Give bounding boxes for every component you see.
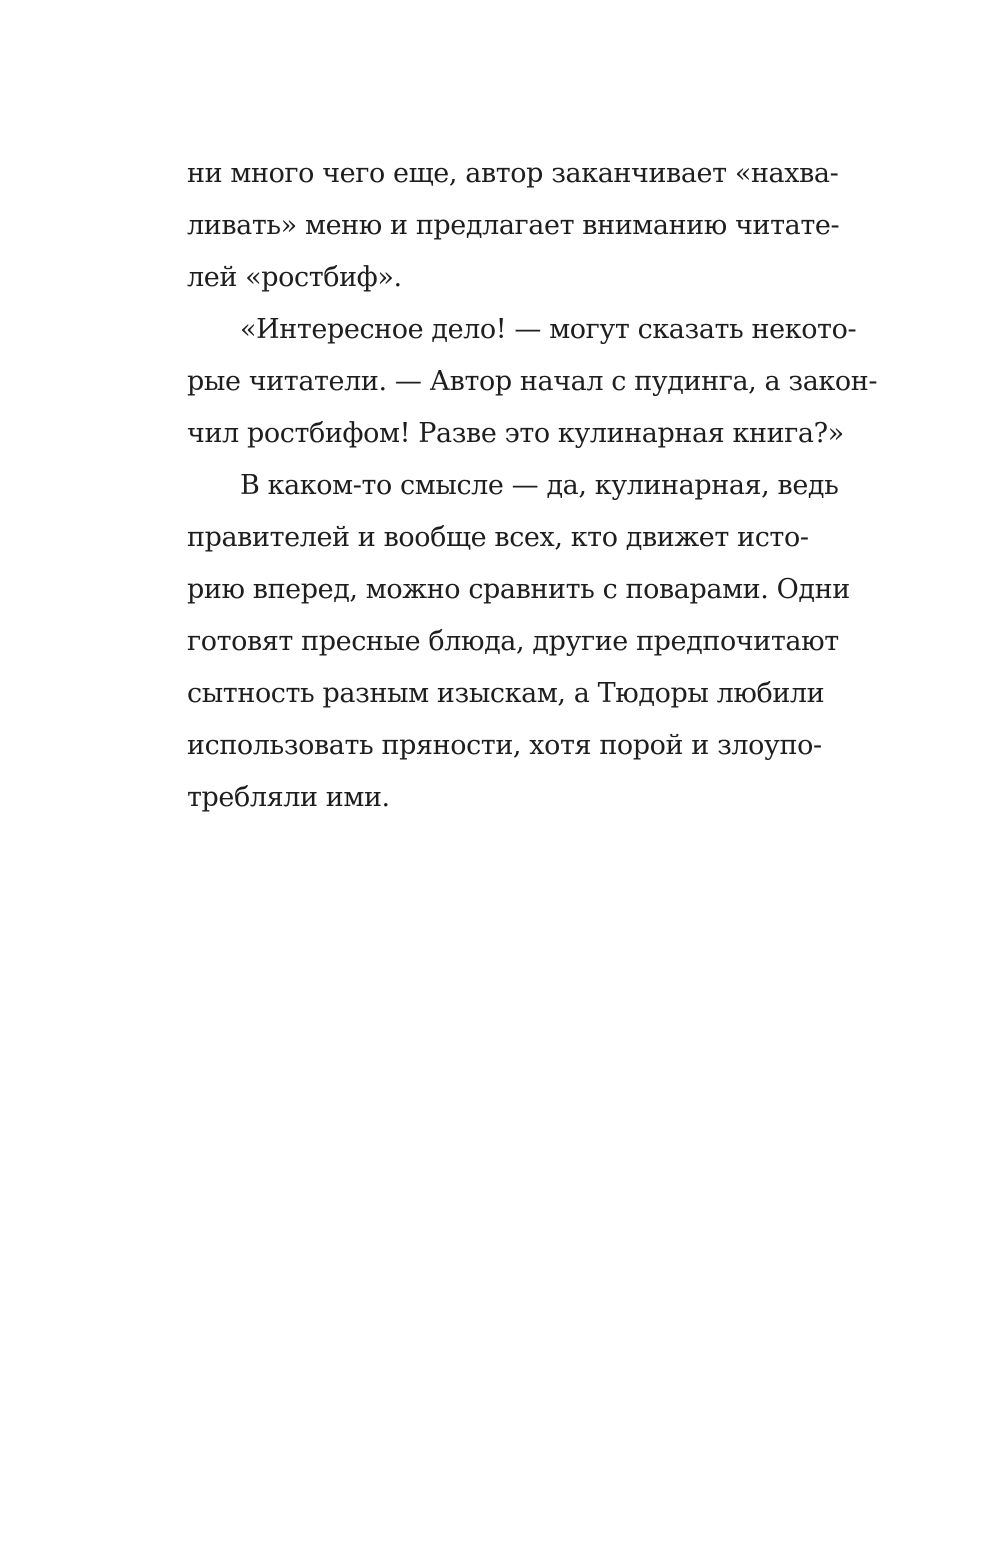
paragraph-1 [187, 148, 840, 304]
text-line: сытность разным изыскам, а Тюдоры любили [187, 678, 825, 709]
text-line: «Интересное дело! — могут сказать некото- [240, 314, 857, 345]
text-line: ни много чего еще, автор заканчивает «нахва- [187, 158, 839, 189]
text-line: ливать» меню и предлагает вниманию читате- [187, 210, 840, 241]
text-line: рые читатели. — Автор начал с пудинга, а закон- [187, 366, 878, 397]
text-line: правителей и вообще всех, кто движет исто- [187, 522, 809, 553]
paragraph-2 [187, 304, 878, 460]
body-text [187, 148, 878, 824]
paragraph-3 [187, 460, 850, 824]
text-line: чил ростбифом! Разве это кулинарная книга?» [187, 418, 844, 449]
text-line: требляли ими. [187, 782, 390, 813]
text-line: готовят пресные блюда, другие предпочитают [187, 626, 839, 657]
text-line: лей «ростбиф». [187, 262, 402, 293]
text-line: рию вперед, можно сравнить с поварами. Одни [187, 574, 850, 605]
text-line: использовать пряности, хотя порой и злоупо- [187, 730, 822, 761]
text-line: В каком-то смысле — да, кулинарная, ведь [240, 470, 839, 501]
